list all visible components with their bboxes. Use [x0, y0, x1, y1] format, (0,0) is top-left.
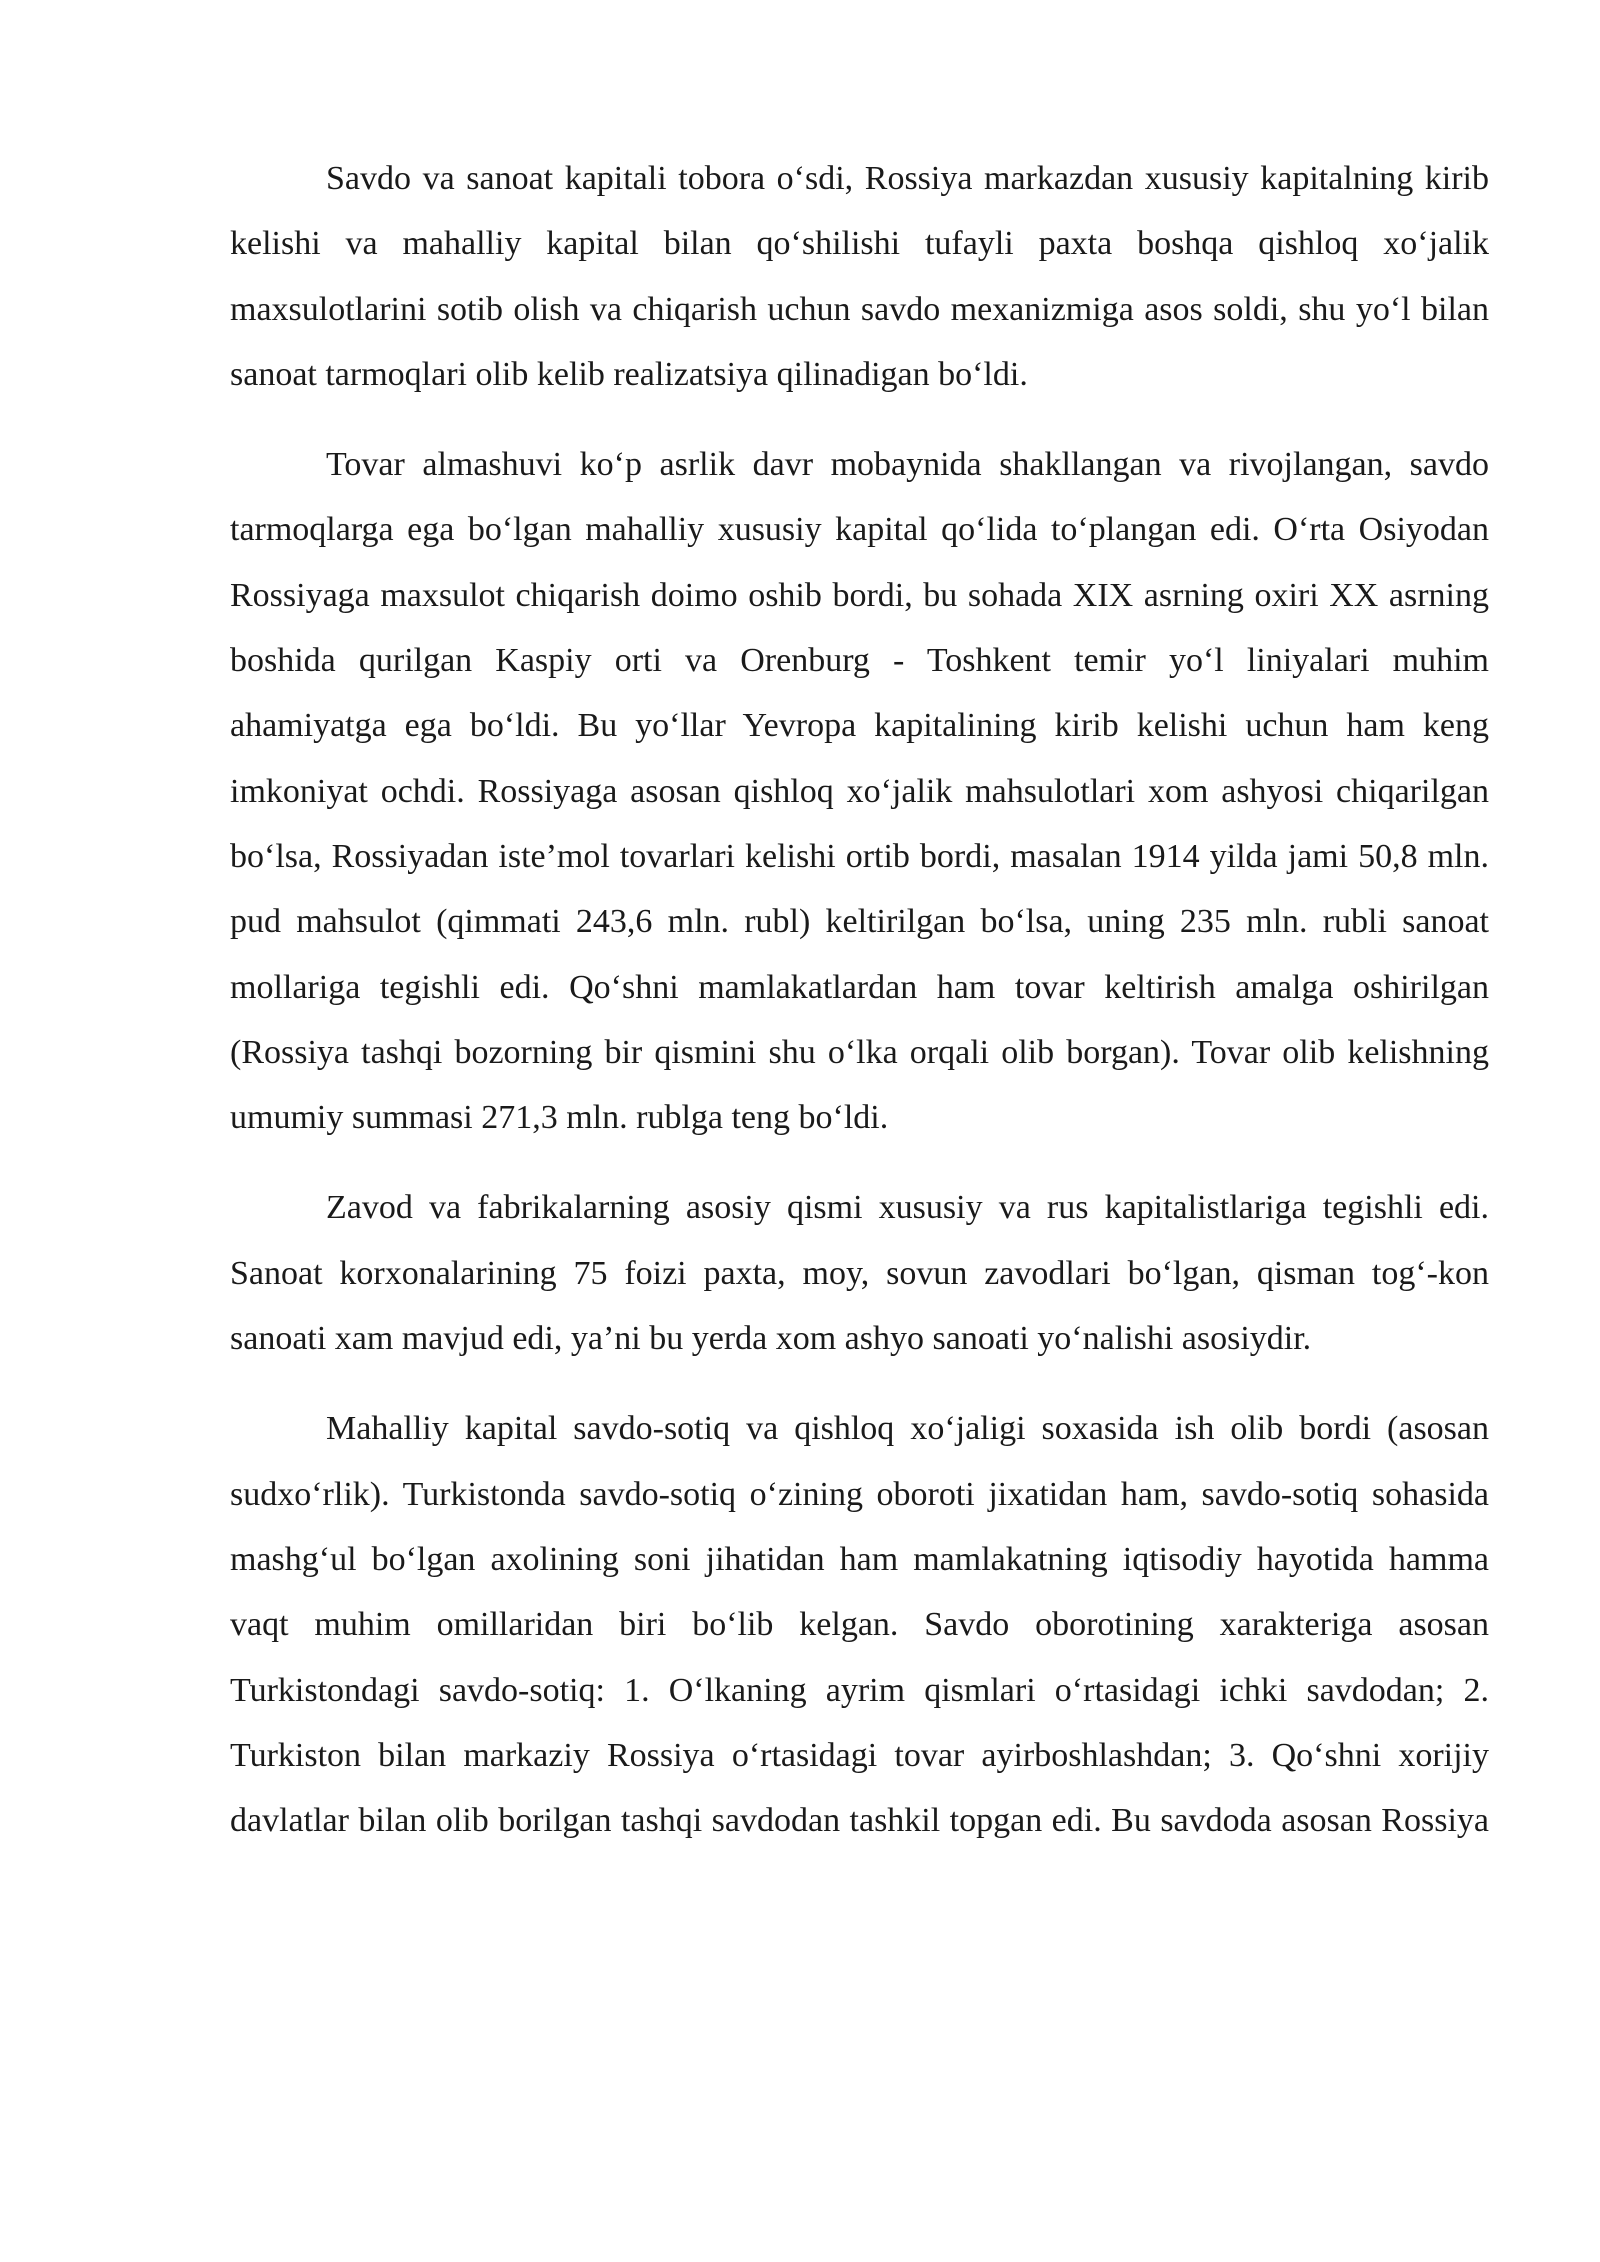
paragraph-2: Tovar almashuvi ko‘p asrlik davr mobaynida shakllangan va rivojlangan, savdo tarmoqlarga ega bo‘lgan mahalliy xususiy kapital qo‘lida to‘plangan edi. O‘rta Osiyodan Rossiyaga maxsulot chiqarish doimo oshib bordi, bu sohada XIX asrning oxiri XX asrning boshida qurilgan Kaspiy orti va Orenburg - Toshkent temir yo‘l liniyalari muhim ahamiyatga ega bo‘ldi. Bu yo‘llar Yevropa kapitalining kirib kelishi uchun ham keng imkoniyat ochdi. Rossiyaga asosan qishloq xo‘jalik mahsulotlari xom ashyosi chiqarilgan bo‘lsa, Rossiyadan iste’mol tovarlari kelishi ortib bordi, masalan 1914 yilda jami 50,8 mln. pud mahsulot (qimmati 243,6 mln. rubl) keltirilgan bo‘lsa, uning 235 mln. rubli sanoat mollariga tegishli edi. Qo‘shni mamlakatlardan ham tovar keltirish amalga oshirilgan (Rossiya tashqi bozorning bir qismini shu o‘lka orqali olib borgan). Tovar olib kelishning umumiy summasi 271,3 mln. rublga teng bo‘ldi.: [230, 446, 1489, 1137]
paragraph-4: Mahalliy kapital savdo-sotiq va qishloq xo‘jaligi soxasida ish olib bordi (asosan sudxo‘rlik). Turkistonda savdo-sotiq o‘zining oboroti jixatidan ham, savdo-sotiq sohasida mashg‘ul bo‘lgan axolining soni jihatidan ham mamlakatning iqtisodiy hayotida hamma vaqt muhim omillaridan biri bo‘lib kelgan. Savdo oborotining xarakteriga asosan Turkistondagi savdo-sotiq: 1. O‘lkaning ayrim qismlari o‘rtasidagi ichki savdodan; 2. Turkiston bilan markaziy Rossiya o‘rtasidagi tovar ayirboshlashdan; 3. Qo‘shni xorijiy davlatlar bilan olib borilgan tashqi savdodan tashkil topgan edi. Bu savdoda asosan Rossiya: [230, 1410, 1489, 1840]
paragraph-1: Savdo va sanoat kapitali tobora o‘sdi, Rossiya markazdan xususiy kapitalning kirib kelishi va mahalliy kapital bilan qo‘shilishi tufayli paxta boshqa qishloq xo‘jalik maxsulotlarini sotib olish va chiqarish uchun savdo mexanizmiga asos soldi, shu yo‘l bilan sanoat tarmoqlari olib kelib realizatsiya qilinadigan bo‘ldi.: [230, 160, 1489, 393]
paragraph-3: Zavod va fabrikalarning asosiy qismi xususiy va rus kapitalistlariga tegishli edi. Sanoat korxonalarining 75 foizi paxta, moy, sovun zavodlari bo‘lgan, qisman tog‘-kon sanoati xam mavjud edi, ya’ni bu yerda xom ashyo sanoati yo‘nalishi asosiydir.: [230, 1189, 1489, 1358]
document-body: [230, 146, 1489, 1878]
